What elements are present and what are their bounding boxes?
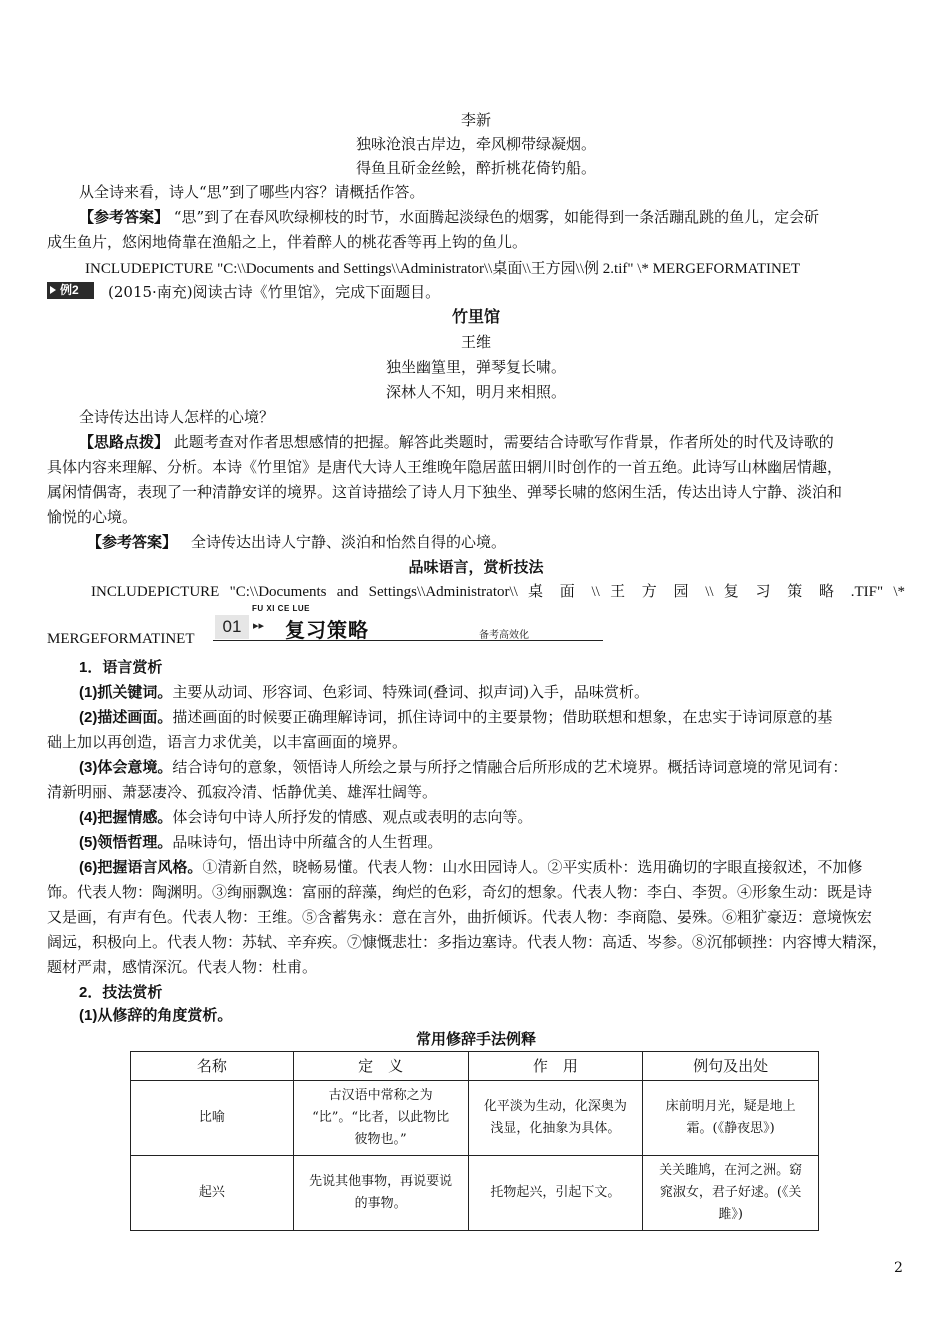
item-1-text: 主要从动词、形容词、色彩词、特殊词(叠词、拟声词)入手，品味赏析。 xyxy=(172,683,650,701)
question-1: 从全诗来看，诗人“思”到了哪些内容？请概括作答。 xyxy=(79,183,425,201)
analysis xyxy=(47,430,905,455)
play-triangle-icon xyxy=(50,286,56,294)
answer-1 xyxy=(47,205,905,230)
banner-number: 01 xyxy=(215,615,249,639)
cell-name: 比喻 xyxy=(131,1081,294,1156)
cell-definition xyxy=(293,1081,468,1156)
item-6-cont-3: 阔远，积极向上。代表人物：苏轼、辛弃疾。⑦慷慨悲壮：多指边塞诗。代表人物：高适、岑参。⑧沉郁顿挫：内容博大精深， xyxy=(47,933,888,951)
analysis-text: 此题考查对作者思想感情的把握。解答此类题时，需要结合诗歌写作背景，作者所处的时代及诗歌的 xyxy=(169,433,834,451)
cell-example xyxy=(643,1081,819,1156)
rhetoric-table xyxy=(130,1051,819,1231)
item-2-text: 描述画面的时候要正确理解诗词，抓住诗词中的主要景物；借助联想和想象，在忠实于诗词原意的基 xyxy=(172,708,833,726)
poem1-line1: 独咏沧浪古岸边，牵风柳带绿凝烟。 xyxy=(355,135,596,153)
cell-text: 窕淑女，君子好逑。(《关 xyxy=(659,1185,802,1200)
analysis-cont-3: 愉悦的心境。 xyxy=(47,508,138,526)
item-6 xyxy=(47,855,905,880)
item-5-text: 品味诗句，悟出诗中所蕴含的人生哲理。 xyxy=(172,833,443,851)
cell-text: 雎》) xyxy=(718,1207,743,1222)
item-4-label: (4)把握情感。 xyxy=(79,809,173,826)
heading-technique: 2．技法赏析 xyxy=(79,984,163,1001)
poem2-author: 王维 xyxy=(460,333,491,351)
poem1-author: 李新 xyxy=(460,111,491,129)
answer-1-label: 【参考答案】 xyxy=(79,209,170,226)
banner-title: 复习策略 xyxy=(285,618,369,642)
cell-text: 床前明月光，疑是地上 xyxy=(665,1099,796,1114)
item-3 xyxy=(47,755,905,780)
item-3-label: (3)体会意境。 xyxy=(79,759,173,776)
col-header-function: 作 用 xyxy=(468,1052,643,1081)
cell-text: 关关雎鸠，在河之洲。窈 xyxy=(659,1163,803,1178)
item-2-cont: 础上加以再创造，语言力求优美，以丰富画面的境界。 xyxy=(47,733,408,751)
item-4-text: 体会诗句中诗人所抒发的情感、观点或表明的志向等。 xyxy=(172,808,533,826)
answer-1-cont: 成生鱼片，悠闲地倚靠在渔船之上，伴着醉人的桃花香等再上钩的鱼儿。 xyxy=(47,233,528,251)
cell-text: 古汉语中常称之为 xyxy=(328,1088,433,1103)
answer-2 xyxy=(47,530,905,555)
item-6-cont-1: 饰。代表人物：陶渊明。③绚丽飘逸：富丽的辞藻，绚烂的色彩，奇幻的想象。代表人物：李白、李贺。④形象生动：既是诗 xyxy=(47,883,873,901)
cell-text: 先说其他事物，再说要说 xyxy=(309,1174,453,1189)
cell-definition xyxy=(293,1156,468,1231)
cell-text: 彼物也。” xyxy=(354,1132,407,1147)
page-number: 2 xyxy=(894,1260,903,1276)
field-code-2: INCLUDEPICTURE "C:\\Documents and Settings\\Administrator\\ 桌 面 \\ 王 方 园 \\ 复 习 策 略 .TIF" \* xyxy=(91,584,905,600)
question-2: 全诗传达出诗人怎样的心境？ xyxy=(79,408,275,426)
section-heading: 品味语言，赏析技法 xyxy=(408,559,544,576)
poem2-line1: 独坐幽篁里，弹琴复长啸。 xyxy=(385,358,566,376)
banner-pinyin: FU XI CE LUE xyxy=(252,604,311,613)
cell-text: 浅显，化抽象为具体。 xyxy=(490,1121,621,1136)
field-code-2-cont: MERGEFORMATINET xyxy=(47,631,195,647)
cell-function: 托物起兴，引起下文。 xyxy=(468,1156,643,1231)
table-row xyxy=(131,1156,819,1231)
cell-example xyxy=(643,1156,819,1231)
item-6-text: ①清新自然，晓畅易懂。代表人物：山水田园诗人。②平实质朴：选用确切的字眼直接叙述，不加修 xyxy=(202,858,863,876)
item-6-cont-4: 题材严肃，感情深沉。代表人物：杜甫。 xyxy=(47,958,318,976)
item-2-label: (2)描述画面。 xyxy=(79,709,173,726)
cell-text: 霜。(《静夜思》) xyxy=(686,1121,775,1136)
heading-language: 1．语言赏析 xyxy=(79,659,163,676)
item-5-label: (5)领悟哲理。 xyxy=(79,834,173,851)
table-header-row xyxy=(131,1052,819,1081)
item-4 xyxy=(47,805,905,830)
item-6-cont-2: 又是画，有声有色。代表人物：王维。⑤含蓄隽永：意在言外，曲折倾诉。代表人物：李商隐、晏殊。⑥粗犷豪迈：意境恢宏 xyxy=(47,908,873,926)
cell-function xyxy=(468,1081,643,1156)
item-6-label: (6)把握语言风格。 xyxy=(79,859,203,876)
answer-1-text: “思”到了在春风吹绿柳枝的时节，水面腾起淡绿色的烟雾，如能得到一条活蹦乱跳的鱼儿，定会斫 xyxy=(169,208,820,226)
banner-subtitle: 备考高效化 xyxy=(479,630,529,641)
item-1 xyxy=(47,680,905,705)
example-badge-label: 例2 xyxy=(60,283,79,297)
answer-2-label: 【参考答案】 xyxy=(87,534,178,551)
col-header-definition: 定 义 xyxy=(293,1052,468,1081)
cell-text: 化平淡为生动，化深奥为 xyxy=(483,1099,627,1114)
answer-2-text: 全诗传达出诗人宁静、淡泊和怡然自得的心境。 xyxy=(191,533,507,551)
item-5 xyxy=(47,830,905,855)
heading-rhetoric: (1)从修辞的角度赏析。 xyxy=(79,1007,233,1024)
review-strategy-banner xyxy=(213,604,603,644)
analysis-cont-1: 具体内容来理解、分析。本诗《竹里馆》是唐代大诗人王维晚年隐居蓝田辋川时创作的一首五绝。此诗写山林幽居情趣， xyxy=(47,458,843,476)
analysis-label: 【思路点拨】 xyxy=(79,434,170,451)
item-3-cont: 清新明丽、萧瑟凄冷、孤寂冷清、恬静优美、雄浑壮阔等。 xyxy=(47,783,438,801)
col-header-name: 名称 xyxy=(131,1052,294,1081)
poem2-title: 竹里馆 xyxy=(451,309,500,326)
poem1-line2: 得鱼且斫金丝鲙，醉折桃花倚钓船。 xyxy=(355,159,596,177)
field-code-1: INCLUDEPICTURE "C:\\Documents and Settings\\Administrator\\桌面\\王方园\\例 2.tif" \* MERGEFORMATINET xyxy=(85,261,801,277)
item-2 xyxy=(47,705,905,730)
poem2-line2: 深林人不知，明月来相照。 xyxy=(385,383,566,401)
cell-text: “比”。“比者，以此物比 xyxy=(312,1110,450,1125)
item-3-text: 结合诗句的意象，领悟诗人所绘之景与所抒之情融合后所形成的艺术境界。概括诗词意境的常见词有： xyxy=(172,758,848,776)
example-intro: (2015·南充)阅读古诗《竹里馆》，完成下面题目。 xyxy=(108,283,441,301)
cell-text: 的事物。 xyxy=(354,1196,407,1211)
cell-name: 起兴 xyxy=(131,1156,294,1231)
analysis-cont-2: 属闲情偶寄，表现了一种清静安详的境界。这首诗描绘了诗人月下独坐、弹琴长啸的悠闲生活，传达出诗人宁静、淡泊和 xyxy=(47,483,843,501)
double-arrow-icon: ▸▸ xyxy=(253,619,265,632)
table-caption: 常用修辞手法例释 xyxy=(415,1031,536,1048)
example-badge xyxy=(47,282,94,299)
table-row xyxy=(131,1081,819,1156)
item-1-label: (1)抓关键词。 xyxy=(79,684,173,701)
col-header-example: 例句及出处 xyxy=(643,1052,819,1081)
banner-rule xyxy=(213,640,603,641)
